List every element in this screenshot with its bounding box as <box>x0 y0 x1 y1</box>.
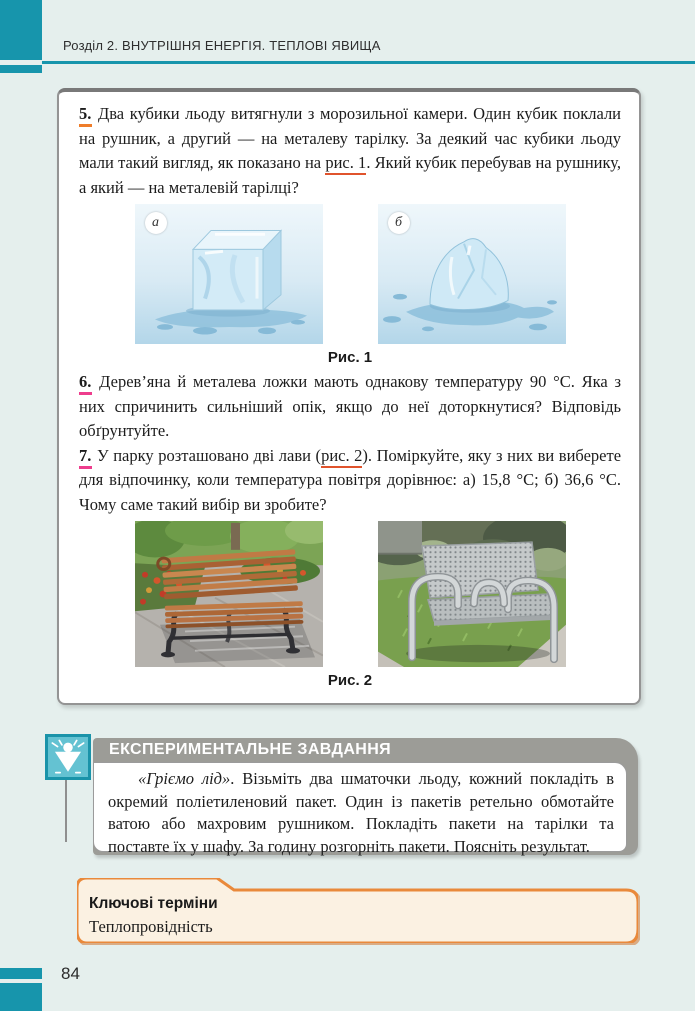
experiment-arrow-figure-icon <box>48 737 88 777</box>
question-7-text: У парку розташовано дві лави ( <box>96 445 322 465</box>
wooden-bench-illustration <box>135 521 323 667</box>
corner-accent-bottom <box>0 983 42 1011</box>
corner-accent-bottom-strip <box>0 968 42 979</box>
experimental-task-text-rest: . Візьміть два шматочки льоду, кожний покладіть в окремий поліетиленовий пакет. Один із пакетів ретельно обмотайте ватою або махровим рушником. Покладіть пакети на тарілки та поставте їх у шафу. За годину розгорніть пакети. Поясніть результат. <box>108 769 614 856</box>
question-6 <box>79 370 621 444</box>
figure-1-caption: Рис. 1 <box>327 349 373 366</box>
figure-2-row <box>79 521 621 667</box>
running-head: Розділ 2. ВНУТРІШНЯ ЕНЕРГІЯ. ТЕПЛОВІ ЯВИЩА <box>63 38 381 53</box>
experimental-task-text <box>108 768 614 858</box>
figure-1b-label: б <box>388 212 410 234</box>
photo-ice-cube-melted <box>378 204 566 344</box>
corner-accent-top-strip <box>0 65 42 73</box>
question-7-number: 7. <box>79 446 92 469</box>
photo-ice-cube-intact <box>135 204 323 344</box>
key-terms-box <box>77 878 638 943</box>
page-number: 84 <box>61 964 80 983</box>
figure-1-link[interactable]: рис. 1 <box>325 153 366 175</box>
question-5-number: 5. <box>79 104 92 127</box>
question-6-number: 6. <box>79 372 92 395</box>
question-7-text-tail: ). Поміркуйте, яку з них ви виберете для відпочинку, коли температура повітря дорівнює: а) 15,8 °С; б) 36,6 °С. Чому саме такий вибір ви зробите? <box>79 445 622 514</box>
header-rule <box>42 61 695 64</box>
metal-bench-illustration <box>378 521 566 667</box>
experimental-task-title: ЕКСПЕРИМЕНТАЛЬНЕ ЗАВДАННЯ <box>109 741 392 758</box>
photo-wooden-bench <box>135 521 323 667</box>
experimental-task-body <box>93 762 627 856</box>
question-5-text: Два кубики льоду витягнули з морозильної камери. Один кубик поклали на рушник, а другий — на металеву тарілку. За деякий час кубики льоду мали такий вигляд, як показано на <box>79 104 622 172</box>
question-7 <box>79 444 621 518</box>
photo-metal-bench <box>378 521 566 667</box>
question-5-text-tail: . Який кубик перебував на рушнику, а який — на металевій тарілці? <box>79 153 621 197</box>
figure-1-row <box>79 204 621 344</box>
figure-2-link[interactable]: рис. 2 <box>321 446 362 468</box>
corner-accent-top <box>0 0 42 60</box>
key-terms-heading: Ключові терміни <box>89 895 218 912</box>
key-term-item: Теплопровідність <box>89 917 213 936</box>
figure-2-caption: Рис. 2 <box>327 672 373 689</box>
exercise-box <box>57 88 641 705</box>
question-6-text: Дерев’яна й металева ложки мають однакову температуру 90 °С. Яка з них спричинить сильніший опік, якщо до неї доторкнутися? Відповідь обґрунтуйте. <box>79 372 622 440</box>
question-5 <box>79 102 621 200</box>
experiment-icon <box>45 734 91 780</box>
experiment-connector-line <box>65 780 67 842</box>
experimental-task-lead: «Гріємо лід» <box>138 769 231 788</box>
figure-1a-label: а <box>145 212 167 234</box>
